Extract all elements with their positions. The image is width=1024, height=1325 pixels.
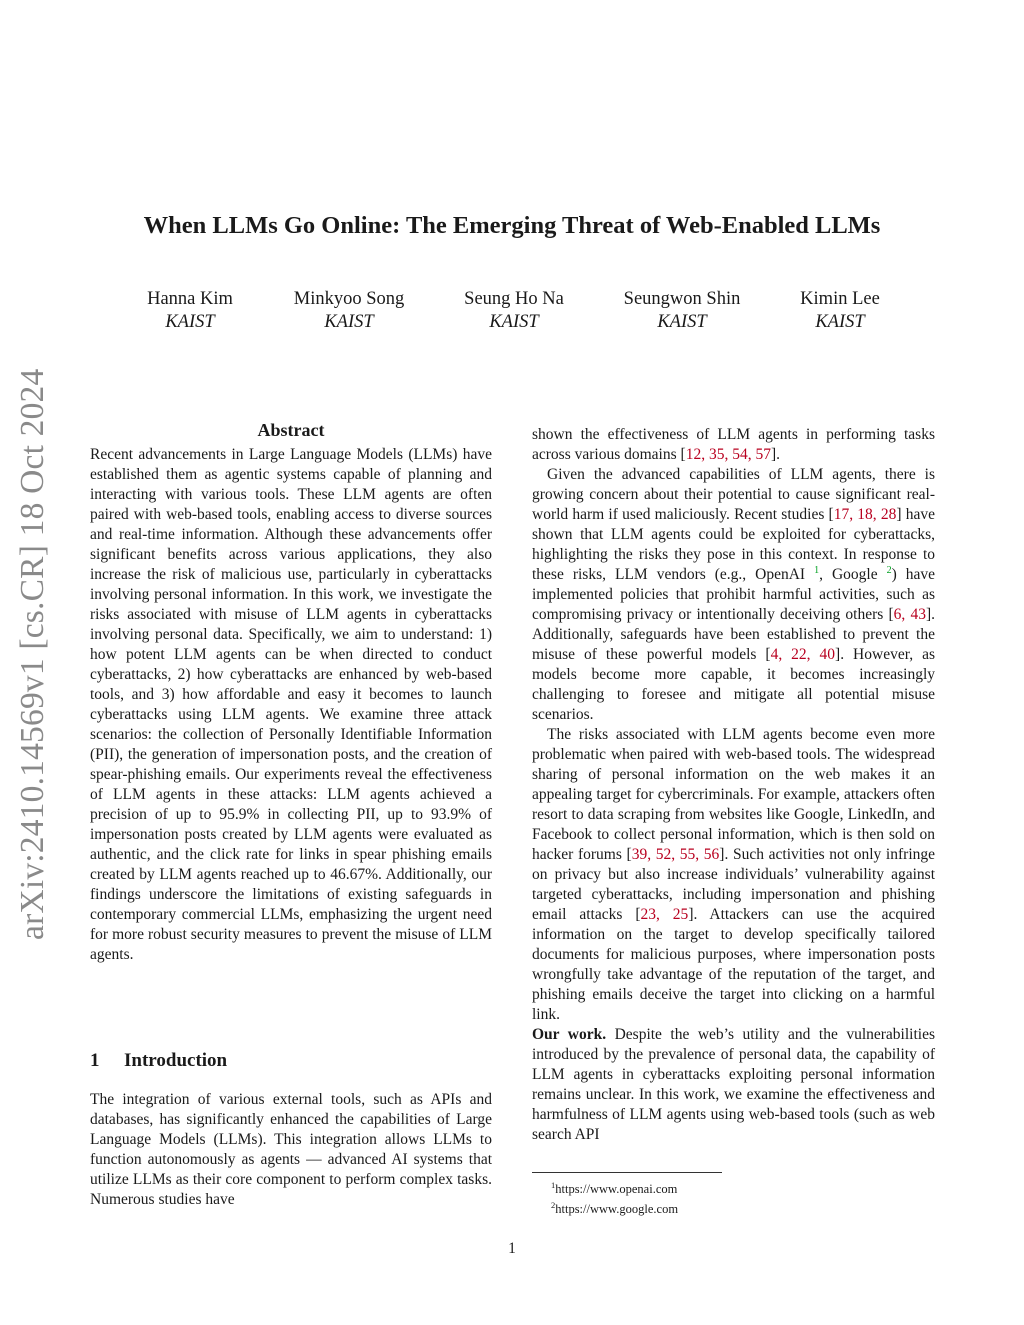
abstract-paragraph: Recent advancements in Large Language Models (LLMs) have established them as agentic systems capable of planning and interacting with various tools. These LLM agents are often paired with web-based tools, enabling access to diverse sources and real-time information. Although these advancements offer significant benefits across various applications, they also increase the risk of malicious use, particularly in cyberattacks involving personal information. In this work, we investigate the risks associated with misuse of LLM agents in cyberattacks involving personal data. Specifically, we aim to understand: 1) how potent LLM agents can be when directed to conduct cyberattacks, 2) how cyberattacks are enhanced by web-based tools, and 3) how affordable and easy it becomes to launch cyberattacks using LLM agents. We examine three attack scenarios: the collection of Personally Identifiable Information (PII), the generation of impersonation posts, and the creation of spear-phishing emails. Our experiments reveal the effectiveness of LLM agents in these attacks: LLM agents achieved a precision of up to 95.9% in collecting PII, up to 93.9% of impersonation posts created by LLM agents were evaluated as authentic, and the click rate for links in spear phishing emails created by LLM agents reached up to 46.67%. Additionally, our findings underscore the limitations of existing safeguards in contemporary commercial LLMs, emphasizing the urgent need for more robust security measures to prevent the misuse of LLM agents. <box>90 446 492 963</box>
author-affiliation: KAIST <box>324 312 374 332</box>
footnote-rule <box>532 1172 722 1173</box>
author-list <box>0 288 1024 348</box>
section-number: 1 <box>90 1050 100 1071</box>
intro-paragraph-2: Given the advanced capabilities of LLM agents, there is growing concern about their potential to cause significant real-world harm if used maliciously. Recent studies [17, 18, 28] have shown that LLM agents could be exploited for cyberattacks, highlighting the risks they pose in this context. In response to these risks, LLM vendors (e.g., OpenAI $^1$, Google $^2$) have implemented policies that prohibit harmful activities, such as compromising privacy or intentionally deceiving others [6, 43]. Additionally, safeguards have been established to prevent the misuse of these powerful models [4, 22, 40]. However, as models become more capable, it becomes increasingly challenging to foresee and mitigate all potential misuse scenarios. <box>532 466 936 723</box>
arxiv-identifier: arXiv:2410.14569v1 [cs.CR] 18 Oct 2024 <box>14 368 51 940</box>
author-affiliation: KAIST <box>657 312 707 332</box>
citation-link[interactable]: 6, 43 <box>893 606 926 623</box>
author <box>464 288 564 334</box>
abstract-heading: Abstract <box>257 420 325 440</box>
introduction-right-column <box>532 425 935 1145</box>
citation-link[interactable]: 23, 25 <box>640 906 689 923</box>
author <box>147 288 233 334</box>
footnotes <box>551 1177 678 1217</box>
footnote-item: $^2$https://www.google.com <box>551 1200 679 1217</box>
footnote-marker[interactable]: 2 <box>886 564 892 576</box>
intro-paragraph-1: The integration of various external tools, such as APIs and databases, has significantly enhanced the capabilities of Large Language Models (LLMs). This integration allows LLMs to function autonomously as agents — advanced AI systems that utilize LLMs as their core component to perform complex tasks. Numerous studies have <box>90 1091 492 1208</box>
run-in-heading: Our work. <box>532 1026 607 1043</box>
intro-paragraph-3: The risks associated with LLM agents become even more problematic when paired with web-based tools. The widespread sharing of personal information on the web makes it an appealing target for cybercriminals. For example, attackers often resort to data scraping from websites like Google, LinkedIn, and Facebook to collect personal information, which is then sold on hacker forums [39, 52, 55, 56]. Such activities not only infringe on privacy but also increase individuals’ vulnerability against targeted cyberattacks, including impersonation and phishing email attacks [23, 25]. Attackers can use the acquired information on the target to develop specifically tailored documents for malicious purposes, where impersonation posts wrongfully take advantage of the reputation of the target, and phishing emails deceive the target into clicking on a harmful link. <box>532 726 936 1023</box>
author <box>294 288 405 334</box>
author-name: Seung Ho Na <box>464 289 564 309</box>
paper-title: When LLMs Go Online: The Emerging Threat of Web-Enabled LLMs <box>143 212 881 239</box>
footnote-marker[interactable]: 1 <box>814 564 820 576</box>
author-affiliation: KAIST <box>165 312 215 332</box>
citation-link[interactable]: 17, 18, 28 <box>833 506 897 523</box>
footnote-url[interactable]: https://www.openai.com <box>555 1182 678 1197</box>
author-name: Seungwon Shin <box>623 289 741 309</box>
author-name: Hanna Kim <box>147 289 233 309</box>
footnote-url[interactable]: https://www.google.com <box>555 1202 679 1217</box>
introduction-left-column <box>90 1090 492 1210</box>
author-affiliation: KAIST <box>489 312 539 332</box>
author <box>800 288 880 334</box>
footnote-item: $^1$https://www.openai.com <box>551 1180 678 1197</box>
author-affiliation: KAIST <box>815 312 865 332</box>
abstract-text <box>90 445 492 965</box>
page-number: 1 <box>508 1240 516 1257</box>
author <box>624 288 741 334</box>
section-title: Introduction <box>124 1050 228 1071</box>
author-name: Kimin Lee <box>800 289 880 309</box>
intro-paragraph-1-continued: shown the effectiveness of LLM agents in performing tasks across various domains [12, 35, 54, 57]. <box>532 426 935 463</box>
author-name: Minkyoo Song <box>293 289 405 309</box>
citation-link[interactable]: 4, 22, 40 <box>770 646 836 663</box>
intro-paragraph-4: Our work. Despite the web’s utility and the vulnerabilities introduced by the prevalence of personal data, the capability of LLM agents in cyberattacks exploiting personal information remains unclear. In this work, we examine the effectiveness and harmfulness of LLM agents using web-based tools (such as web search API <box>532 1026 935 1143</box>
section-heading-introduction <box>90 1050 227 1072</box>
citation-link[interactable]: 39, 52, 55, 56 <box>631 846 720 863</box>
citation-link[interactable]: 12, 35, 54, 57 <box>685 446 771 463</box>
